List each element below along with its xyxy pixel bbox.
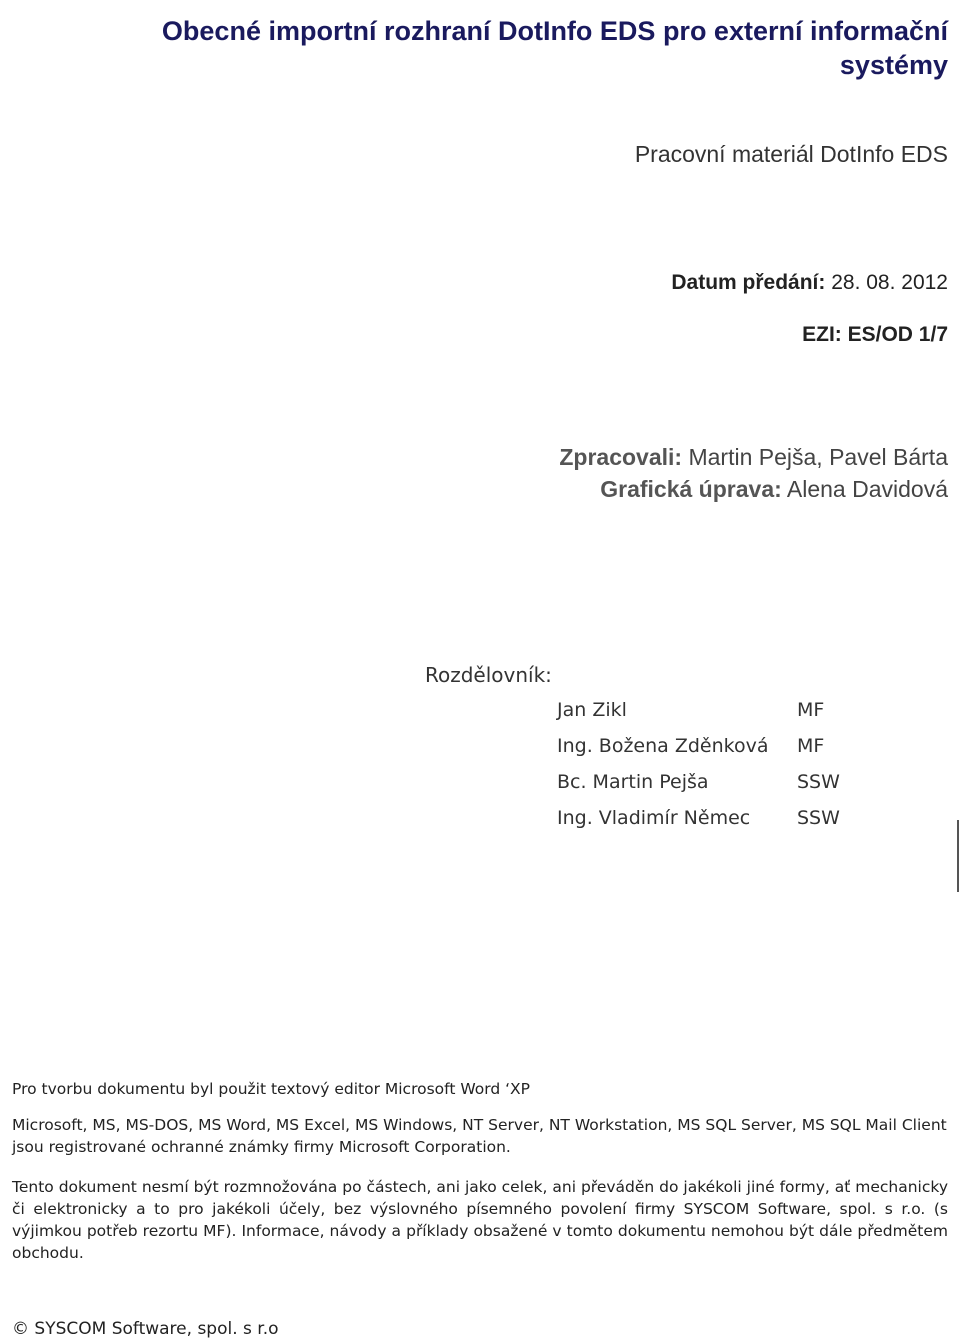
- copyright-note: Tento dokument nesmí být rozmnožována po částech, ani jako celek, ani převáděn do jakékoli jiné formy, ať mechanicky či elektronicky a to pro jakékoli účely, bez výslovného písemného povolení firmy SYSCOM Software, spol. s r.o. (s výjimkou potřeb rezortu MF). Informace, návody a příklady obsažené v tomto dokumentu nemohou být dále předmětem obchodu.: [12, 1178, 948, 1262]
- document-title: Obecné importní rozhraní DotInfo EDS pro externí informační systémy: [161, 16, 948, 80]
- handover-date: [671, 270, 948, 296]
- document-subtitle: Pracovní materiál DotInfo EDS: [634, 141, 948, 167]
- distribution-row: [557, 733, 877, 769]
- legal-notes: [12, 1078, 948, 1264]
- graphics-row: [559, 473, 948, 505]
- recipient-name: Jan Zikl: [557, 699, 627, 721]
- distribution-label: Rozdělovník:: [425, 663, 552, 687]
- recipient-org: MF: [797, 735, 825, 757]
- graphics-name: Alena Davidová: [786, 476, 948, 502]
- authors-names: Martin Pejša, Pavel Bárta: [688, 444, 948, 470]
- ezi-code: EZI: ES/OD 1/7: [802, 323, 948, 346]
- recipient-org: MF: [797, 699, 825, 721]
- page-edge-line: [957, 820, 959, 892]
- date-value: 28. 08. 2012: [831, 271, 948, 294]
- recipient-org: SSW: [797, 807, 840, 829]
- footer-copyright: © SYSCOM Software, spol. s r.o: [12, 1319, 279, 1339]
- distribution-list: [557, 697, 877, 841]
- authors-row: [559, 441, 948, 473]
- recipient-name: Ing. Božena Zděnková: [557, 735, 769, 757]
- editor-note: Pro tvorbu dokumentu byl použit textový editor Microsoft Word ‘XP: [12, 1080, 530, 1098]
- distribution-row: [557, 805, 877, 841]
- recipient-name: Ing. Vladimír Němec: [557, 807, 751, 829]
- distribution-row: [557, 697, 877, 733]
- authors-block: [559, 441, 948, 505]
- trademark-note: Microsoft, MS, MS-DOS, MS Word, MS Excel, MS Windows, NT Server, NT Workstation, MS SQL Server, MS SQL Mail Client jsou registrované ochranné známky firmy Microsoft Corporation.: [12, 1116, 947, 1156]
- recipient-name: Bc. Martin Pejša: [557, 771, 709, 793]
- recipient-org: SSW: [797, 771, 840, 793]
- distribution-row: [557, 769, 877, 805]
- authors-label: Zpracovali:: [559, 444, 683, 470]
- graphics-label: Grafická úprava:: [600, 476, 782, 502]
- date-label: Datum předání:: [671, 271, 826, 294]
